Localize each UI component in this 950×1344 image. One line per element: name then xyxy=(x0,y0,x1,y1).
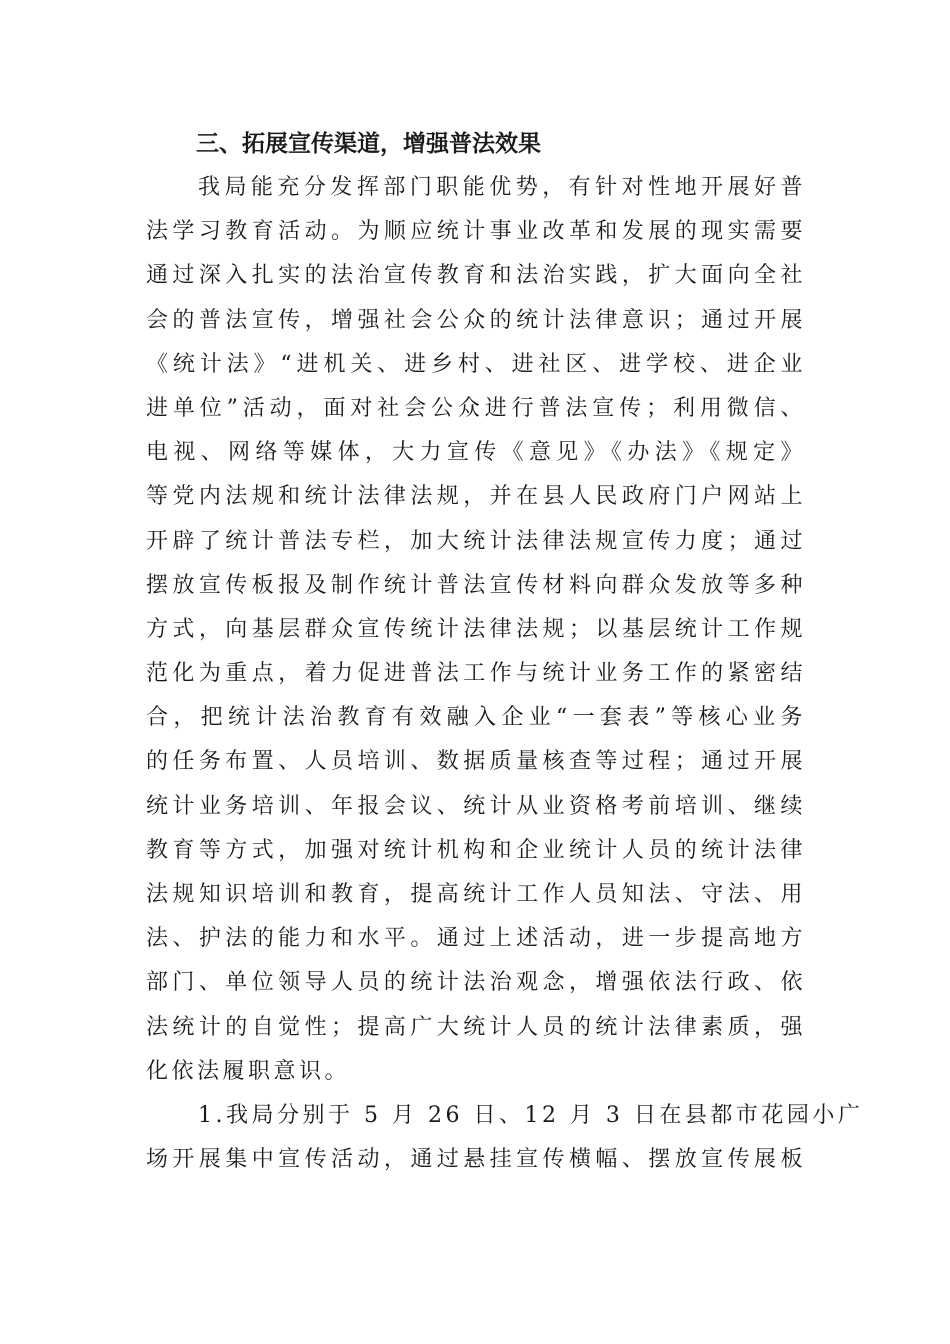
paragraph-line: 合，把统计法治教育有效融入企业“一套表”等核心业务 xyxy=(146,705,806,731)
paragraph-line: 方式，向基层群众宣传统计法律法规；以基层统计工作规 xyxy=(146,616,806,642)
paragraph-item-1 xyxy=(146,1094,864,1182)
paragraph-line: 统计业务培训、年报会议、统计从业资格考前培训、继续 xyxy=(146,793,806,819)
paragraph-line: 会的普法宣传，增强社会公众的统计法律意识；通过开展 xyxy=(146,307,806,333)
paragraph-line: 电视、网络等媒体，大力宣传《意见》《办法》《规定》 xyxy=(146,440,806,466)
paragraph-line: 范化为重点，着力促进普法工作与统计业务工作的紧密结 xyxy=(146,661,806,687)
document-body xyxy=(146,122,864,1182)
paragraph-line: 场开展集中宣传活动，通过悬挂宣传横幅、摆放宣传展板 xyxy=(146,1147,806,1173)
paragraph-line: 进单位”活动，面对社会公众进行普法宣传；利用微信、 xyxy=(146,395,806,421)
paragraph-line: 法统计的自觉性；提高广大统计人员的统计法律素质，强 xyxy=(146,1014,806,1040)
paragraph-line: 摆放宣传板报及制作统计普法宣传材料向群众发放等多种 xyxy=(146,572,806,598)
paragraph-line: 法学习教育活动。为顺应统计事业改革和发展的现实需要 xyxy=(146,219,806,245)
section-heading: 三、拓展宣传渠道，增强普法效果 xyxy=(196,131,541,157)
paragraph-line: 等党内法规和统计法律法规，并在县人民政府门户网站上 xyxy=(146,484,806,510)
paragraph-line: 教育等方式，加强对统计机构和企业统计人员的统计法律 xyxy=(146,837,806,863)
paragraph-main xyxy=(146,166,806,1094)
paragraph-line: 通过深入扎实的法治宣传教育和法治实践，扩大面向全社 xyxy=(146,263,806,289)
paragraph-line: 的任务布置、人员培训、数据质量核查等过程；通过开展 xyxy=(146,749,806,775)
paragraph-line: 化依法履职意识。 xyxy=(146,1058,351,1084)
paragraph-line: 我局能充分发挥部门职能优势，有针对性地开展好普 xyxy=(198,175,806,200)
paragraph-line: 《统计法》“进机关、进乡村、进社区、进学校、进企业 xyxy=(146,351,806,377)
paragraph-line: 部门、单位领导人员的统计法治观念，增强依法行政、依 xyxy=(146,970,806,996)
paragraph-line: 法规知识培训和教育，提高统计工作人员知法、守法、用 xyxy=(146,882,806,907)
paragraph-line: 1.我局分别于 5 月 26 日、12 月 3 日在县都市花园小广 xyxy=(198,1102,864,1128)
paragraph-line: 法、护法的能力和水平。通过上述活动，进一步提高地方 xyxy=(146,926,806,952)
paragraph-line: 开辟了统计普法专栏，加大统计法律法规宣传力度；通过 xyxy=(146,528,806,554)
